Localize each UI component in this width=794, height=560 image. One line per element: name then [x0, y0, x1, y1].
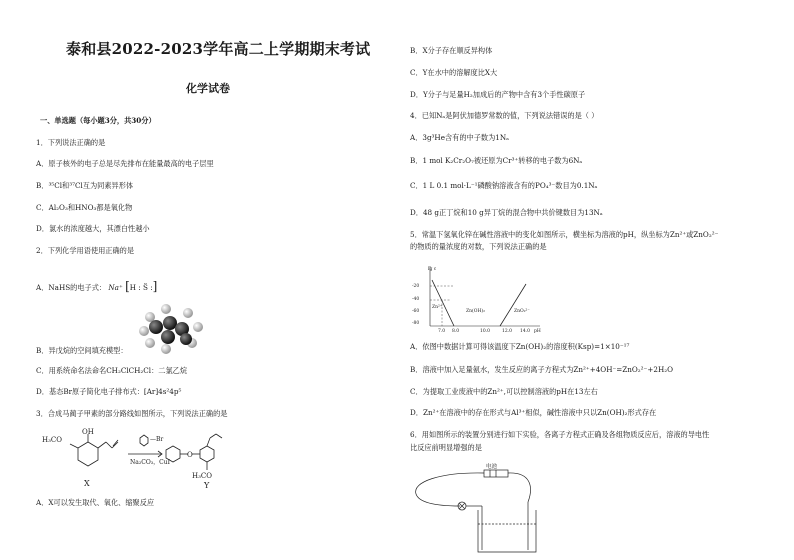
y-tick-1: -20 [412, 284, 420, 289]
q3-option-a: A．X可以发生取代、氧化、缩聚反应 [36, 498, 155, 507]
x-tick-3: 10.0 [480, 329, 491, 334]
q1-stem: 1．下列说法正确的是 [36, 138, 106, 147]
bracket-left-icon: [ [125, 279, 130, 293]
section-heading: 一、单选题（每小题3分，共30分） [40, 116, 156, 125]
zno2-label: ZnO₂²⁻ [514, 309, 530, 314]
q5-stem-line2: 的物质的量浓度的对数，下列说法正确的是 [410, 242, 547, 251]
y-tick-4: -80 [412, 321, 420, 326]
q4-option-b: B．1 mol K₂Cr₂O₇被还原为Cr³⁺转移的电子数为6Nₐ [410, 156, 583, 165]
q2-option-b: B．异戊烷的空间填充模型： [36, 346, 128, 355]
q2-option-a [36, 279, 157, 294]
y-methoxy-label: H₃CO [192, 472, 213, 480]
x-methoxy-label: H₃CO [42, 436, 63, 444]
q6-stem-line2: 比反应前明显增强的是 [410, 443, 482, 452]
zinc-species-chart [410, 262, 550, 334]
reagent-conditions-label: Na₂CO₃，CuI [130, 459, 170, 466]
reaction-scheme [40, 428, 260, 490]
q1-option-c: C．Al₂O₃和HNO₃都是氧化物 [36, 203, 133, 212]
q5-stem-line1: 5．常温下氢氧化锌在碱性溶液中的变化如图所示，横坐标为溶液的pH，纵坐标为Zn²⁺或ZnO₂²⁻ [410, 230, 719, 239]
zno2-curve [500, 284, 526, 326]
y-tick-3: -60 [412, 309, 420, 314]
beaker-icon [478, 510, 536, 552]
y-tick-2: -40 [412, 297, 420, 302]
q1-option-d: D．氯水的浓度越大，其漂白性越小 [36, 224, 150, 233]
reagent-bromide-label: —Br [150, 436, 164, 443]
region-label: Zn(OH)₂ [466, 309, 485, 314]
electron-formula-cation: Na⁺ [108, 283, 123, 292]
q3-stem: 3．合成马蔺子甲素的部分路线如图所示，下列说法正确的是 [36, 409, 228, 418]
q2-option-d: D．基态Br原子简化电子排布式：[Ar]4s²4p⁵ [36, 387, 182, 396]
q6-stem-line1: 6．用如图所示的装置分别进行如下实验，各离子方程式正确及各组物质反应后，溶液的导电性 [410, 430, 710, 439]
zn2-label: Zn²⁺ [432, 305, 443, 310]
electron-formula-anion: H : S̈ : [129, 283, 153, 292]
battery-label: 电池 [486, 464, 498, 470]
q3-option-d: D．Y分子与足量H₂加成后的产物中含有3个手性碳原子 [410, 90, 586, 99]
conductivity-apparatus [410, 462, 550, 554]
zn2-curve [432, 280, 454, 326]
x-tick-2: 8.0 [452, 329, 460, 334]
y-axis-label: lg c [428, 267, 437, 272]
q4-option-a: A．3g³He含有的中子数为1Nₐ [410, 133, 509, 142]
bracket-right-icon: ] [152, 279, 158, 293]
q4-option-c: C．1 L 0.1 mol·L⁻¹磷酸钠溶液含有的PO₄³⁻数目为0.1Nₐ [410, 181, 598, 190]
exam-title: 泰和县2022-2023学年高二上学期期末考试 [66, 40, 371, 58]
q3-option-c: C．Y在水中的溶解度比X大 [410, 68, 498, 77]
compound-x-label: X [84, 479, 90, 488]
q2-option-a-prefix: A．NaHS的电子式： [36, 283, 107, 292]
x-axis-label: pH [534, 329, 541, 334]
q5-option-b: B．溶液中加入足量氨水，发生反应的离子方程式为Zn²⁺+4OH⁻=ZnO₂²⁻+2H₂O [410, 365, 673, 374]
x-hydroxy-label: OH [82, 428, 94, 436]
compound-y-label: Y [204, 481, 210, 490]
exam-subtitle: 化学试卷 [186, 82, 230, 95]
x-tick-1: 7.0 [438, 329, 446, 334]
q3-option-b: B．X分子存在顺反异构体 [410, 46, 493, 55]
q4-stem: 4．已知Nₐ是阿伏加德罗常数的值，下列说法错误的是（ ） [410, 111, 599, 120]
q1-option-a: A．原子核外的电子总是尽先排布在能量最高的电子层里 [36, 159, 214, 168]
q5-option-c: C．为提取工业废液中的Zn²⁺,可以控制溶液的pH在13左右 [410, 387, 598, 396]
x-tick-4: 12.0 [502, 329, 513, 334]
q2-option-c: C．用系统命名法命名CH₂ClCH₂Cl：二氯乙烷 [36, 366, 188, 375]
q1-option-b: B．³⁵Cl和³⁷Cl互为同素异形体 [36, 181, 134, 190]
q5-option-d: D．Zn²⁺在溶液中的存在形式与Al³⁺相似，碱性溶液中只以Zn(OH)₂形式存在 [410, 408, 657, 417]
x-tick-5: 14.0 [520, 329, 531, 334]
q2-stem: 2．下列化学用语使用正确的是 [36, 246, 135, 255]
isopentane-space-filling-model-icon [136, 303, 206, 355]
ether-oxygen-label: O [187, 451, 193, 459]
q4-option-d: D．48 g正丁烷和10 g异丁烷的混合物中共价键数目为13Nₐ [410, 208, 603, 217]
q5-option-a: A．依图中数据计算可得该温度下Zn(OH)₂的溶度积(Ksp)=1×10⁻¹⁷ [410, 342, 630, 351]
